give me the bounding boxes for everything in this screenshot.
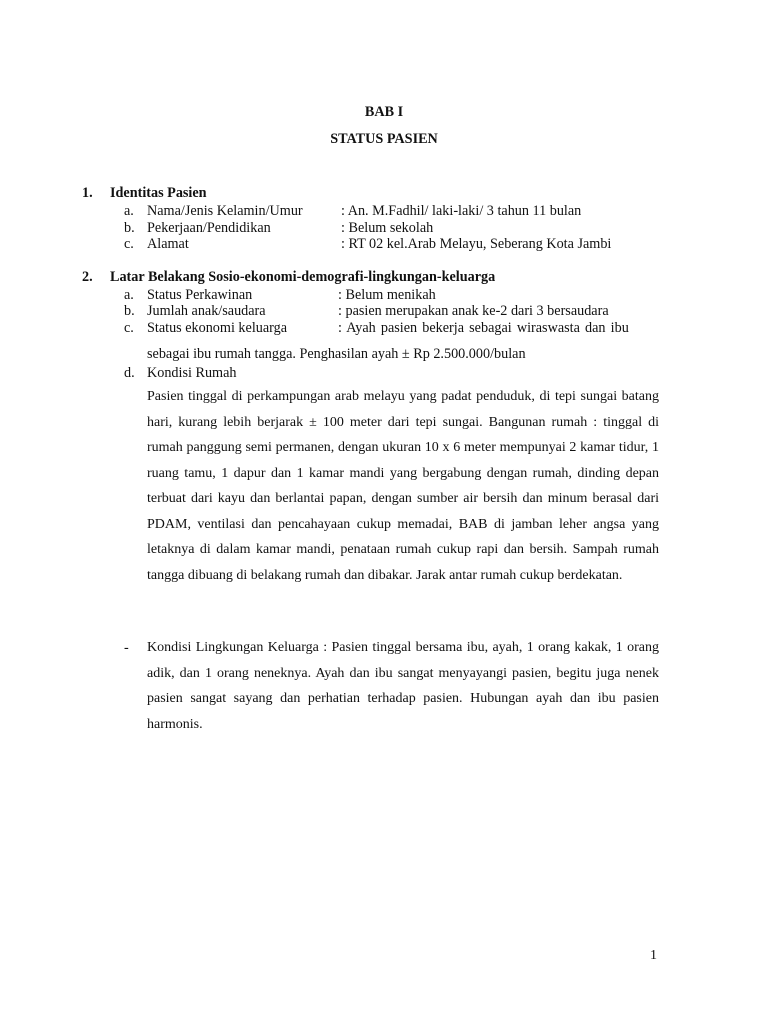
item-letter: a. [124, 203, 134, 219]
item-label: Status ekonomi keluarga [147, 320, 288, 336]
item-continuation: sebagai ibu rumah tangga. Penghasilan ayah ± Rp 2.500.000/bulan [147, 346, 526, 362]
item-letter: d. [124, 365, 135, 381]
item-label: Nama/Jenis Kelamin/Umur [147, 203, 303, 219]
chapter-heading: BAB I [364, 104, 404, 120]
item-value: : Belum sekolah [341, 220, 434, 236]
page-number: 1 [650, 948, 657, 963]
item-letter: b. [124, 220, 135, 236]
item-label: Kondisi Rumah [147, 365, 237, 381]
item-value: : Belum menikah [338, 287, 436, 303]
section-title: Identitas Pasien [110, 185, 207, 201]
item-value: : RT 02 kel.Arab Melayu, Seberang Kota Jambi [341, 236, 612, 252]
item-label: Pekerjaan/Pendidikan [147, 220, 271, 236]
item-value: : Ayah pasien bekerja sebagai wiraswasta dan ibu [338, 320, 629, 336]
item-label: Status Perkawinan [147, 287, 253, 303]
page-title: STATUS PASIEN [330, 131, 438, 147]
section-number: 1. [82, 185, 93, 201]
item-value: : An. M.Fadhil/ laki-laki/ 3 tahun 11 bulan [341, 203, 582, 219]
item-value: : pasien merupakan anak ke-2 dari 3 bersaudara [338, 303, 609, 319]
dash-bullet: - [124, 640, 129, 656]
section-title: Latar Belakang Sosio-ekonomi-demografi-lingkungan-keluarga [110, 269, 496, 285]
item-letter: c. [124, 236, 134, 252]
item-label: Alamat [147, 236, 189, 252]
family-environment-paragraph: Kondisi Lingkungan Keluarga : Pasien tinggal bersama ibu, ayah, 1 orang kakak, 1 orang adik, dan 1 orang neneknya. Ayah dan ibu sangat menyayangi pasien, begitu juga nenek pasien sangat sayang dan perhatian terhadap pasien. Hubungan ayah dan ibu pasien harmonis. [147, 640, 659, 732]
item-label: Jumlah anak/saudara [147, 303, 266, 319]
item-letter: c. [124, 320, 134, 336]
item-letter: a. [124, 287, 134, 303]
house-condition-paragraph: Pasien tinggal di perkampungan arab melayu yang padat penduduk, di tepi sungai batang hari, kurang lebih berjarak ± 100 meter dari tepi sungai. Bangunan rumah : tinggal di rumah panggung semi permanen, dengan ukuran 10 x 6 meter mempunyai 2 kamar tidur, 1 ruang tamu, 1 dapur dan 1 kamar mandi yang bergabung dengan rumah, dinding depan terbuat dari kayu dan berlantai papan, dengan sumber air bersih dan minum berasal dari PDAM, ventilasi dan pencahayaan cukup memadai, BAB di jamban leher angsa yang letaknya di dalam kamar mandi, penataan rumah cukup rapi dan bersih. Sampah rumah tangga dibuang di belakang rumah dan dibakar. Jarak antar rumah cukup berdekatan. [147, 389, 659, 583]
section-number: 2. [82, 269, 93, 285]
item-letter: b. [124, 303, 135, 319]
